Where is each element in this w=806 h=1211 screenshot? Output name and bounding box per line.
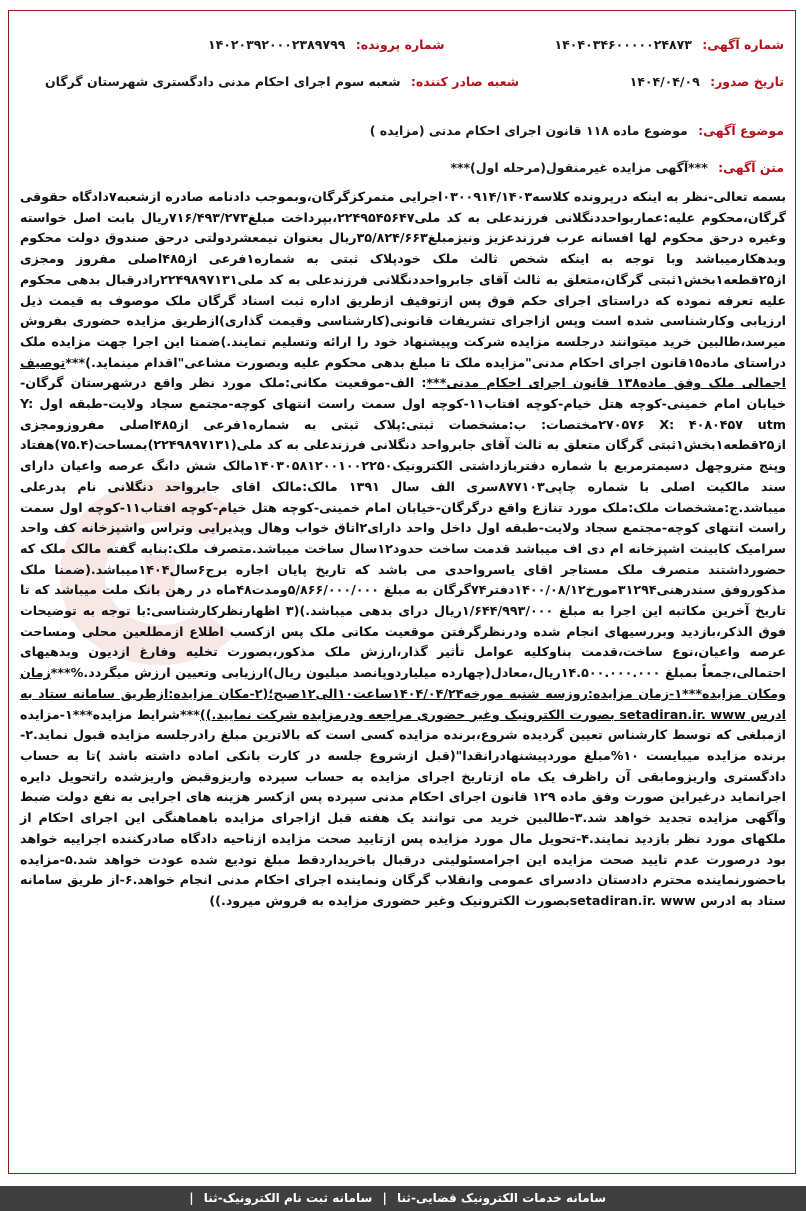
- body-property-summary-heading: توصیف اجمالی ملک وفق ماده۱۳۸ قانون اجرای احکام مدنی***: [20, 354, 786, 391]
- case-number-label: شماره پرونده:: [355, 37, 445, 52]
- footer-link-sana-services[interactable]: سامانه خدمات الکترونیک قضایی-ثنا: [397, 1191, 606, 1205]
- footer-separator: |: [382, 1191, 387, 1205]
- footer-separator: |: [189, 1191, 194, 1205]
- body-property-details: : الف-موقعیت مکانی:ملک مورد نظر واقع درشهرستان گرگان-خیابان امام خمینی-کوچه هتل خیام-کوچه افتاب۱۱-کوچه اول سمت راست انتهای کوچه-مجتمع سجاد ولایت-طبقه اول Y: ۲۷۰۵۷۶ X: ۴۰۸۰۴۵۷ utmمختصات: ب:مشخصات ثبتی:پلاک ثبتی به شماره۱فرعی از۴۸۵اصلی مفروزومجزی از۲۵قطعه۱بخش۱ثبتی گرگان متعلق به ثالث آقای جابرواحد دنگلانی فرزندعلی به کد ملی(۲۲۴۹۸۹۷۱۳۱)بمساحت(۷۵.۴)هفتاد وپنج متروچهل دسیمترمربع با شماره دفتربازداشتی الکترونیک۱۴۰۳۰۵۸۱۲۰۰۱۰۰۲۲۵۰مالک شش دانگ عرصه واعیان دارای سند مالکیت اصلی با شماره چاپی۸۷۷۱۰۳سری الف سال ۱۳۹۱ مالک:مالک اقای جابرواحد دنگلانی نام پدرعلی میباشد.ج:مشخصات ملک:ملک مورد تنازع واقع درگرگان-خیابان امام خمینی-کوچه هتل خیام-کوچه افتاب۱۱-کوچه اول سمت راست انتهای کوچه-مجتمع سجاد ولایت-طبقه اول داخل واحد دارای۲اتاق خواب وهال وپذیرایی وتراس واشپزخانه کف واحد سرامیک کابینت اشپزخانه ام دی اف میباشد قدمت ساخت حدود۱۲سال ساخت میباشد.متصرف ملک:بنابه گفته مالک ملک که حضورداشتند متصرف ملک مستاجر اقای یاسرواحدی می باشد که تاریخ پایان اجاره برج۶سال۱۴۰۴میباشد.(ضمنا ملک مذکوروفق سندرهنی۳۱۲۹۴مورخ۱۴۰۰/۰۸/۱۲دفتر۷۴گرگان به مبلغ ۵/۸۶۶/۰۰۰/۰۰۰ومدت۴۸ماه در رهن بانک ملت میباشد که تا تاریخ آخرین مکاتبه این اجرا به مبلغ ۱/۶۴۴/۹۹۳/۰۰۰ریال درای بدهی میباشد.)(۳ اظهارنظرکارشناسی:با توجه به توضیحات فوق الذکر،بازدید وبررسیهای انجام شده ودرنظرگرفتن موقعیت مکانی ملک پس ازکسب اطلاع ازمطلعین محلی ومساحت عرصه واعیان،نوع ساخت،قدمت بناوکلیه عوامل تأثیر گذار،ارزش ملک مذکور،بصورت تخلیه وفارغ ازدیون وبدهیهای احتمالی،جمعاً بمبلغ ۱۴.۵۰۰.۰۰۰.۰۰۰ریال،معادل(چهارده میلیاردوپانصد میلیون ریال)ارزیابی وتعیین ارزش میگردد.%***: [20, 375, 787, 681]
- issue-date-value: ۱۴۰۴/۰۴/۰۹: [629, 74, 700, 89]
- notice-number-label: شماره آگهی:: [702, 37, 784, 52]
- issuing-branch-value: شعبه سوم اجرای احکام مدنی دادگستری شهرستان گرگان: [45, 74, 401, 89]
- subject-label: موضوع آگهی:: [698, 123, 784, 138]
- footer-link-sana-registration[interactable]: سامانه ثبت نام الکترونیک-ثنا: [203, 1191, 373, 1205]
- footer-bar: [0, 1186, 806, 1211]
- body-auction-conditions: ***شرایط مزایده***۱-مزایده ازمبلغی که توسط کارشناس تعیین گردیده شروع،برنده مزایده کسی است که بالاترین مبلغ رادرجلسه مزایده قبول نماید.۲-برنده مزایده میبایست ۱۰%مبلغ موردپیشنهادرانقدا"(قبل ازشروع جلسه در کارت بانکی اماده داشته باشد )تا به حساب دادگستری واریزومابقی آن راظرف یک ماه ازتاریخ اجرای مزایده به حساب سپرده واریزوقبض واریزشده راتحویل دایره اجرانماید درغیراین صورت وفق ماده ۱۲۹ قانون اجرای احکام مدنی سپرده پس ازکسر هزینه های اجرایی به نفع دولت ضبط وآگهی مزایده تجدید خواهد شد.۳-طالبین خرید می توانند یک هفته قبل ازاجرای مزایده باهماهنگی این اجرای احکام از ملکهای مورد نظر بازدید نمایند.۴-تحویل مال مورد مزایده پس ازتایید صحت مزایده ازناحیه دادگاه صادرکننده اجراییه خواهد بود درصورت عدم تایید صحت مزایده این اجرامسئولیتی درقبال باخریداردقط مبلغ تودیع شده عودت خواهد شد.۵-مزایده باحضورنماینده محترم دادستان دادسرای عمومی وانقلاب گرگان ونماینده اجرای احکام مدنی انجام خواهد.۶-از طریق سامانه ستاد به ادرس setadiran.ir. wwwبصورت الکترونیک وغیر حضوری مزایده به فروش میرود.)): [20, 706, 786, 908]
- text-label: متن آگهی:: [718, 160, 784, 175]
- notice-body: [20, 187, 786, 912]
- case-number-value: ۱۴۰۲۰۳۹۲۰۰۰۲۳۸۹۷۹۹: [208, 37, 346, 52]
- issuing-branch-label: شعبه صادر کننده:: [410, 74, 520, 89]
- issuing-branch: [45, 74, 519, 90]
- body-auction-time-place: زمان ومکان مزایده***۱-زمان مزایده:روزسه شنبه مورخه۱۴۰۴/۰۴/۲۴ساعت۱۰الی۱۲صبح؛(۲-مکان مزایده:ازطریق سامانه ستاد به ادرس setadiran.ir. www بصورت الکترونیک وغیر حضوری مراجعه ودرمزایده شرکت نمایید.)): [20, 665, 787, 722]
- body-paragraph-intro: بسمه تعالی-نظر به اینکه درپرونده کلاسه۰۳۰۰۹۱۴/۱۴۰۳اجرایی متمرکزگرگان،وبموجب دادنامه صادره ازشعبه۷دادگاه حقوقی گرگان،محکوم علیه:عماربواحددنگلانی فرزندعلی به کد ملی۲۲۴۹۵۴۵۶۴۷،بپرداخت مبلغ۷۱۶/۴۹۳/۲۷۳ریال بابت اصل خواسته وغیره درحق محکوم لها افسانه عرب فرزندعزیز ونیزمبلغ۳۵/۸۲۴/۶۶۳ریال بعنوان نیمعشردولتی درحق صندوق دولت محکوم وبدهکارمیباشد وبا توجه به اینکه شخص ثالث ملک خودپلاک ثبتی به شماره۱فرعی از۴۸۵اصلی مفروز ومجزی از۲۵قطعه۱بخش۱ثبتی گرگان،متعلق به ثالث آقای جابرواحددنگلانی فرزندعلی به کد ملی۲۲۴۹۸۹۷۱۳۱رادرقبال بدهی محکوم علیه تعرفه نموده که دراستای اجرای حکم فوق پس ازتوقیف ازطریق اداره ثبت اسناد گرگان ملک موصوف به قیمت ذیل ارزیابی وکارشناسی شده است وپس ازاجرای تشریفات قانونی(کارشناسی وقیمت گذاری)ازطریق مزایده حضوری بفروش میرسد،طالبین خرید میتوانند درجلسه مزایده شرکت وپیشنهاد خود را ارائه وتسلیم نمایند.)ضمنا این اجرا جهت مزایده ملک دراستای ماده۱۵قانون اجرای احکام مدنی"مزایده ملک تا مبلغ بدهی محکوم علیه وبصورت مشاعی"اقدام مینماید.)***: [20, 189, 787, 370]
- notice-number: [555, 37, 784, 53]
- notice-number-value: ۱۴۰۴۰۳۴۶۰۰۰۰۰۲۴۸۷۳: [554, 37, 692, 52]
- case-number: [208, 37, 445, 53]
- notice-text-heading: [450, 160, 784, 176]
- issue-date-label: تاریخ صدور:: [710, 74, 784, 89]
- notice-subject: [370, 123, 784, 139]
- issue-date: [630, 74, 784, 90]
- subject-value: موضوع ماده ۱۱۸ قانون اجرای احکام مدنی (مزایده ): [369, 123, 688, 138]
- text-title: ***آگهی مزایده غیرمنقول(مرحله اول)***: [450, 160, 708, 175]
